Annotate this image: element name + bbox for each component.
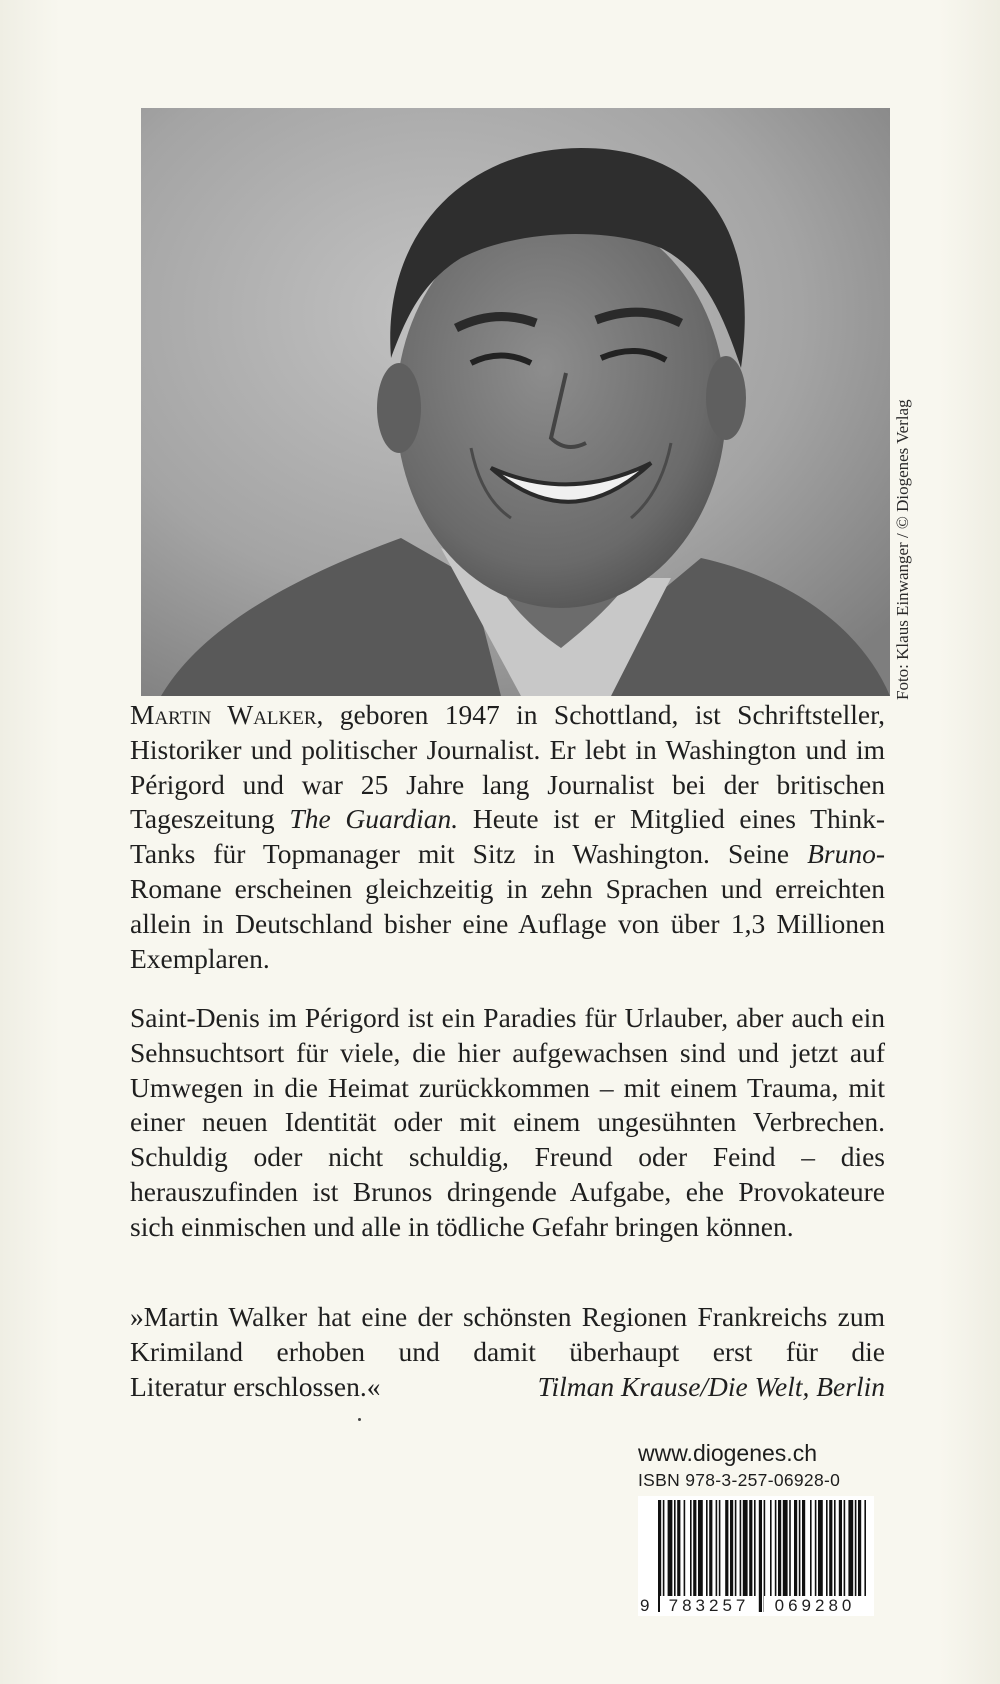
- bio-text-2: Heute ist er Mitglied eines Think-Tanks für Topmanager mit Sitz in Washington. Seine: [130, 803, 885, 870]
- barcode-right-group: 069280: [764, 1596, 866, 1616]
- press-quote: [130, 1300, 885, 1404]
- barcode-bar: [799, 1500, 801, 1596]
- barcode-bar: [725, 1500, 728, 1596]
- barcode-bar: [848, 1500, 853, 1596]
- barcode-bar: [743, 1500, 748, 1596]
- barcode-bar: [716, 1500, 718, 1596]
- bio-text-1: , geboren 1947 in Schottland, ist Schriftsteller, Historiker und politischer Journalist. Er lebt in Washington und im Périgord und war 25 Jahre lang Journalist bei der britischen Tageszeitung: [130, 699, 885, 835]
- barcode-bar: [858, 1500, 861, 1596]
- isbn-barcode: [638, 1496, 874, 1616]
- barcode-bar: [775, 1500, 777, 1596]
- book-blurb: Saint-Denis im Périgord ist ein Paradies für Urlauber, aber auch ein Sehnsuchtsort für viele, die hier aufgewachsen sind und jetzt auf Umwegen in die Heimat zurückkommen – mit einem Trauma, mit einer neuen Identität oder mit einem ungesühnten Verbrechen. Schuldig oder nicht schuldig, Freund oder Feind – dies herauszufinden ist Brunos dringende Aufgabe, ehe Provokateure sich einmischen und alle in tödliche Gefahr bringen können.: [130, 1002, 885, 1242]
- publisher-info: [638, 1438, 878, 1492]
- barcode-bar: [844, 1500, 846, 1596]
- barcode-bar: [754, 1500, 756, 1596]
- photo-credit: Foto: Klaus Einwanger / © Diogenes Verlag: [893, 399, 912, 700]
- barcode-bar: [668, 1500, 673, 1596]
- newspaper-title: The Guardian.: [289, 803, 459, 835]
- barcode-bar: [684, 1500, 686, 1596]
- quote-text: »Martin Walker hat eine der schönsten Regionen Frankreichs zum Krimiland erhoben und damit überhaupt erst für die: [130, 1301, 885, 1367]
- barcode-bar: [674, 1500, 676, 1596]
- series-title: Bruno: [807, 838, 876, 870]
- barcode-bar: [770, 1500, 772, 1596]
- print-dot: [358, 1418, 361, 1421]
- isbn-number: ISBN 978-3-257-06928-0: [638, 1470, 841, 1490]
- barcode-bar: [783, 1500, 788, 1596]
- barcode-bar: [815, 1500, 817, 1596]
- barcode-digits: [638, 1596, 874, 1616]
- barcode-bar: [749, 1500, 752, 1596]
- barcode-bar: [730, 1500, 733, 1596]
- quote-last-line: [130, 1370, 885, 1405]
- bio-text-3: -Romane erscheinen gleichzeitig in zehn Sprachen und erreichten allein in Deutschland bisher eine Auflage von über 1,3 Millionen Exemplaren.: [130, 838, 885, 974]
- barcode-bar: [826, 1500, 828, 1596]
- barcode-bar: [706, 1500, 708, 1596]
- barcode-bar: [794, 1500, 797, 1596]
- author-name: Martin Walker: [130, 699, 317, 730]
- author-biography: [130, 698, 885, 976]
- author-photo: [141, 108, 890, 696]
- barcode-bar: [855, 1500, 857, 1596]
- quote-source: Tilman Krause/Die Welt, Berlin: [537, 1370, 885, 1402]
- barcode-bar: [802, 1500, 805, 1596]
- quote-text-end: Literatur erschlossen.«: [130, 1370, 381, 1402]
- barcode-bar: [719, 1500, 721, 1596]
- barcode-bar: [690, 1500, 692, 1596]
- barcode-bar: [709, 1500, 712, 1596]
- barcode-bar: [829, 1500, 832, 1596]
- barcode-bar: [818, 1500, 823, 1596]
- barcode-bar: [677, 1500, 680, 1596]
- publisher-website[interactable]: www.diogenes.ch: [638, 1440, 817, 1466]
- barcode-bar: [698, 1500, 703, 1596]
- barcode-bar: [778, 1500, 781, 1596]
- barcode-bar: [789, 1500, 791, 1596]
- barcode-bar: [693, 1500, 696, 1596]
- barcode-bar: [740, 1500, 742, 1596]
- barcode-first-digit: 9: [638, 1596, 656, 1616]
- barcode-bar: [735, 1500, 737, 1596]
- barcode-bar: [810, 1500, 812, 1596]
- barcode-left-group: 783257: [660, 1596, 758, 1616]
- barcode-bar: [839, 1500, 842, 1596]
- barcode-bar: [834, 1500, 836, 1596]
